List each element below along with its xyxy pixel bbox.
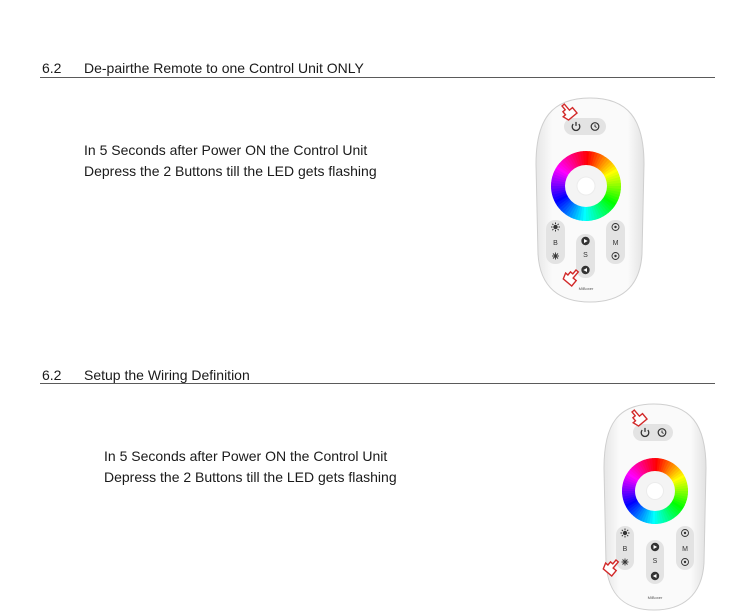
play-icon bbox=[651, 543, 659, 551]
instruction-line: Depress the 2 Buttons till the LED gets flashing bbox=[84, 163, 377, 179]
section-divider bbox=[40, 383, 715, 384]
section-divider bbox=[40, 77, 715, 78]
section-heading bbox=[42, 60, 364, 76]
sun-icon bbox=[552, 253, 559, 260]
section-number: 6.2 bbox=[42, 60, 62, 76]
brightness-label: B bbox=[622, 546, 628, 553]
section-title: Setup the Wiring Definition bbox=[84, 367, 250, 383]
brand-logo: MiBoxer bbox=[578, 286, 594, 291]
instruction-line: In 5 Seconds after Power ON the Control Unit bbox=[104, 448, 388, 464]
instruction-line: In 5 Seconds after Power ON the Control Unit bbox=[84, 142, 368, 158]
brightness-label: B bbox=[553, 240, 558, 247]
mode-label: M bbox=[682, 546, 688, 553]
brand-logo: MiBoxer bbox=[647, 595, 663, 600]
section-title: De-pairthe Remote to one Control Unit ONLY bbox=[84, 60, 364, 76]
section-number: 6.2 bbox=[42, 367, 62, 383]
instruction-block bbox=[84, 140, 377, 182]
top-button-strip bbox=[564, 118, 606, 135]
color-wheel bbox=[622, 458, 688, 524]
section-wiring bbox=[0, 310, 750, 616]
section-heading bbox=[42, 367, 250, 383]
sun-icon bbox=[551, 223, 560, 232]
play-icon bbox=[581, 266, 589, 274]
play-icon bbox=[581, 237, 589, 245]
instruction-block bbox=[104, 446, 397, 488]
speed-label: S bbox=[652, 558, 658, 565]
sun-icon bbox=[621, 529, 630, 538]
mode-label: M bbox=[612, 240, 619, 247]
remote-illustration bbox=[596, 398, 712, 612]
remote-illustration bbox=[528, 94, 652, 306]
instruction-line: Depress the 2 Buttons till the LED gets flashing bbox=[104, 469, 397, 485]
play-icon bbox=[651, 572, 659, 580]
sun-icon bbox=[622, 559, 629, 566]
color-wheel bbox=[551, 151, 621, 221]
speed-label: S bbox=[583, 252, 588, 259]
